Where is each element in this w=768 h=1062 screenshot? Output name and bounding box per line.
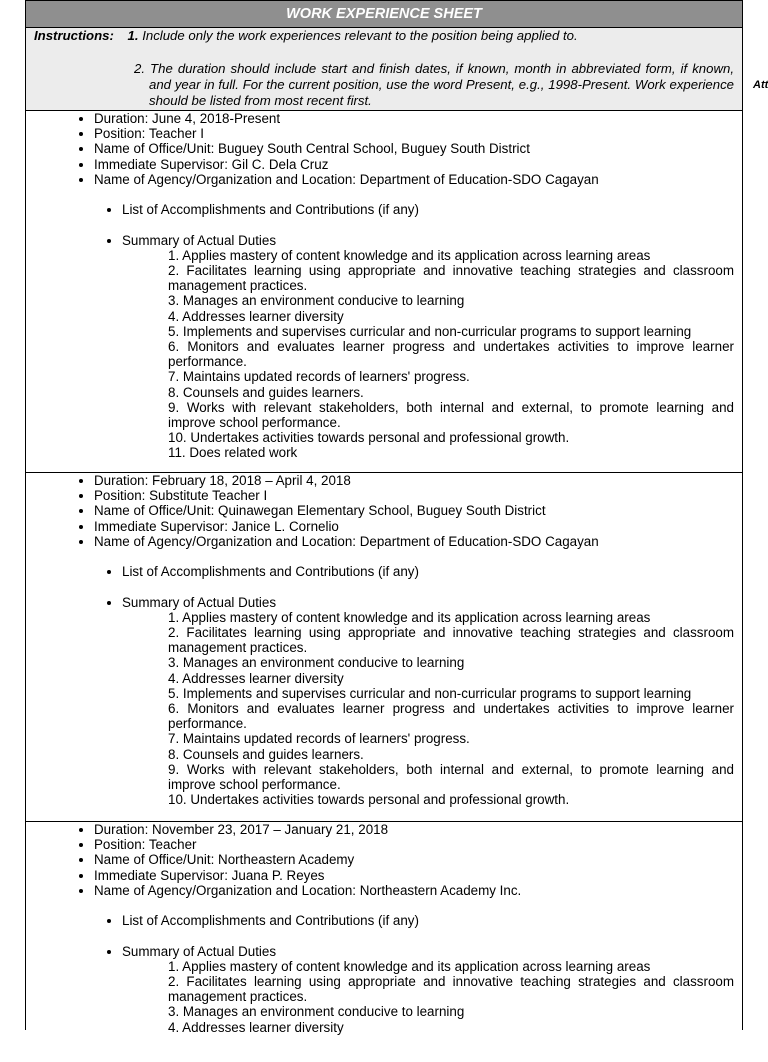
instructions-panel	[26, 28, 742, 111]
duty-item: 5. Implements and supervises curricular and non-curricular programs to support learning	[168, 323, 692, 339]
duties-list	[26, 959, 742, 1035]
duty-item: 6. Monitors and evaluates learner progress and undertakes activities to improve learner performance.	[168, 339, 734, 370]
entry-supervisor: • Immediate Supervisor: Juana P. Reyes	[94, 868, 742, 883]
entry-accomplishments: • List of Accomplishments and Contributions (if any)	[122, 913, 742, 928]
instruction-1-number: 1.	[127, 28, 139, 43]
duty-item: 2. Facilitates learning using appropriate and innovative teaching strategies and classroom management practices.	[168, 263, 734, 294]
duties-list	[26, 248, 742, 461]
instruction-1	[34, 28, 578, 44]
entry-summary: • Summary of Actual Duties	[122, 944, 742, 959]
duty-item: 1. Applies mastery of content knowledge and its application across learning areas	[168, 958, 651, 974]
duty-item: 10. Undertakes activities towards personal and professional growth.	[168, 430, 570, 446]
work-entry	[26, 473, 742, 822]
entry-agency: • Name of Agency/Organization and Location: Department of Education-SDO Cagayan	[94, 172, 742, 187]
work-entry	[26, 822, 742, 1062]
duty-item: 9. Works with relevant stakeholders, both internal and external, to promote learning and improve school performance.	[168, 399, 734, 431]
duty-item: 1. Applies mastery of content knowledge and its application across learning areas	[168, 247, 651, 263]
duty-item: 3. Manages an environment conducive to learning	[168, 1004, 465, 1020]
work-experience-sheet	[25, 0, 743, 1035]
duty-item: 2. Facilitates learning using appropriate and innovative teaching strategies and classroom management practices.	[168, 625, 734, 656]
entry-agency: • Name of Agency/Organization and Location: Northeastern Academy Inc.	[94, 883, 742, 898]
instruction-2-text: 2. The duration should include start and finish dates, if known, month in abbreviated form, if known, and year in full. For the current position, use the word Present, e.g., 1998-Present. Work experience should be listed from most recent first.	[134, 61, 734, 108]
duty-item: 4. Addresses learner diversity	[168, 670, 344, 686]
duty-item: 4. Addresses learner diversity	[168, 1019, 344, 1035]
duty-item: 9. Works with relevant stakeholders, both internal and external, to promote learning and improve school performance.	[168, 761, 734, 793]
entry-position: • Position: Substitute Teacher I	[94, 488, 742, 503]
entry-position: • Position: Teacher I	[94, 126, 742, 141]
duty-item: 10. Undertakes activities towards personal and professional growth.	[168, 792, 570, 808]
entry-summary: • Summary of Actual Duties	[122, 233, 742, 248]
sheet-title: WORK EXPERIENCE SHEET	[26, 0, 742, 28]
duty-item: 11. Does related work	[168, 445, 298, 461]
side-note: Att	[753, 79, 768, 91]
entry-duration: • Duration: February 18, 2018 – April 4, 2018	[94, 473, 742, 488]
duty-item: 7. Maintains updated records of learners' progress.	[168, 731, 470, 747]
entry-office: • Name of Office/Unit: Buguey South Central School, Buguey South District	[94, 141, 742, 156]
entry-position: • Position: Teacher	[94, 837, 742, 852]
work-entry	[26, 111, 742, 473]
duty-item: 1. Applies mastery of content knowledge and its application across learning areas	[168, 609, 651, 625]
entry-duration: • Duration: June 4, 2018-Present	[94, 111, 742, 126]
entry-duration: • Duration: November 23, 2017 – January 21, 2018	[94, 822, 742, 837]
duties-list	[26, 610, 742, 808]
instructions-label: Instructions:	[34, 28, 114, 43]
duty-item: 6. Monitors and evaluates learner progress and undertakes activities to improve learner performance.	[168, 701, 734, 732]
entry-supervisor: • Immediate Supervisor: Janice L. Cornelio	[94, 519, 742, 534]
duty-item: 5. Implements and supervises curricular and non-curricular programs to support learning	[168, 685, 692, 701]
duty-item: 3. Manages an environment conducive to learning	[168, 655, 465, 671]
duty-item: 4. Addresses learner diversity	[168, 308, 344, 324]
instruction-1-text: Include only the work experiences relevant to the position being applied to.	[142, 28, 578, 43]
entry-agency: • Name of Agency/Organization and Location: Department of Education-SDO Cagayan	[94, 534, 742, 549]
entry-office: • Name of Office/Unit: Quinawegan Elementary School, Buguey South District	[94, 503, 742, 518]
entry-summary: • Summary of Actual Duties	[122, 595, 742, 610]
duty-item: 8. Counsels and guides learners.	[168, 384, 364, 400]
entry-supervisor: • Immediate Supervisor: Gil C. Dela Cruz	[94, 157, 742, 172]
duty-item: 7. Maintains updated records of learners' progress.	[168, 369, 470, 385]
entry-accomplishments: • List of Accomplishments and Contributions (if any)	[122, 202, 742, 217]
duty-item: 2. Facilitates learning using appropriate and innovative teaching strategies and classroom management practices.	[168, 974, 734, 1005]
duty-item: 8. Counsels and guides learners.	[168, 746, 364, 762]
entry-office: • Name of Office/Unit: Northeastern Academy	[94, 852, 742, 867]
entry-accomplishments: • List of Accomplishments and Contributions (if any)	[122, 564, 742, 579]
duty-item: 3. Manages an environment conducive to learning	[168, 293, 465, 309]
